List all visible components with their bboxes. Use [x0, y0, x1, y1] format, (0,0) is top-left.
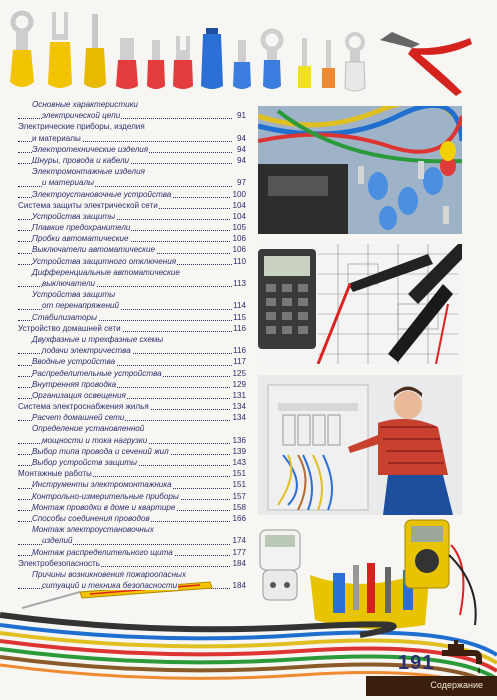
toc-entry-page: 117	[233, 357, 246, 367]
ring-terminal-icon	[10, 13, 34, 87]
toc-entry-page: 110	[233, 256, 246, 266]
toc-entry-title: Электрические приборы, изделия	[18, 122, 145, 132]
toc-entry-title: Вводные устройства	[32, 357, 116, 367]
toc-entry	[18, 222, 246, 233]
timer-socket-icon	[260, 530, 300, 600]
toc-entry	[18, 323, 246, 334]
toc-entry-page: 184	[232, 581, 246, 591]
terminals-and-pliers-illustration	[0, 0, 497, 100]
ferrule-orange-icon	[322, 40, 335, 88]
toc-entry-title: изделий	[42, 536, 73, 546]
pin-terminal-icon	[84, 14, 106, 88]
toc-entry-title: Причины возникновения пожароопасных	[32, 569, 187, 579]
toc-entry-title: Система защиты электрической сети	[18, 200, 158, 210]
table-of-contents	[18, 99, 246, 591]
toc-entry-title: Контрольно-измерительные приборы	[32, 491, 179, 501]
toc-entry	[18, 513, 246, 524]
toc-entry-page: 113	[233, 279, 246, 288]
toc-entry-page: 184	[232, 558, 246, 568]
toc-entry	[18, 121, 246, 132]
fork-terminal-icon	[48, 12, 72, 88]
toc-entry-title: Инструменты электромонтажника	[32, 480, 172, 490]
toc-entry-title: Монтаж распределительного щита	[32, 547, 173, 557]
toc-entry	[18, 356, 246, 367]
toc-entry-page: 94	[236, 144, 246, 154]
toc-entry	[18, 334, 246, 345]
toc-entry-page: 106	[232, 234, 246, 244]
toc-entry	[18, 267, 246, 278]
toc-entry	[18, 166, 246, 177]
toc-entry-title: Система электроснабжения жилья	[18, 402, 149, 412]
toc-entry-title: электрической цепи	[42, 111, 121, 121]
toc-entry-title: Монтажные работы	[18, 469, 92, 479]
toc-entry-page: 136	[232, 435, 246, 445]
toc-entry	[18, 569, 246, 580]
toc-entry-page: 100	[232, 189, 246, 199]
toc-entry-title: Выбор устройств защиты	[32, 458, 137, 467]
toc-entry-page: 97	[236, 178, 246, 188]
toc-entry-title: Выбор типа провода и сечений жил	[32, 446, 169, 456]
blue-connector-icon	[201, 28, 223, 89]
toc-entry	[18, 558, 246, 569]
toc-entry-title: Двухфазные и трехфазные схемы	[32, 334, 164, 344]
toc-entry	[18, 99, 246, 110]
toc-entry	[18, 502, 246, 513]
multimeter-probes-photo	[258, 244, 462, 364]
electrician-photo	[258, 375, 462, 515]
toc-entry	[18, 189, 246, 200]
toc-entry	[18, 423, 246, 434]
toc-entry-title: Распределительные устройства	[32, 368, 162, 378]
gray-ring-terminal-icon	[345, 34, 365, 91]
section-label: Содержание	[430, 680, 483, 690]
toc-entry-page: 91	[236, 111, 246, 121]
toc-entry	[18, 379, 246, 390]
toc-entry	[18, 401, 246, 412]
toc-entry-title: от перенапряжений	[42, 301, 120, 311]
toc-entry	[18, 177, 246, 188]
page-number: 191	[398, 652, 435, 674]
toc-entry-page: 151	[232, 469, 246, 479]
toc-entry-title: Устройство домашней сети	[18, 323, 121, 333]
toc-entry-page: 174	[232, 536, 246, 546]
toc-entry-page: 177	[232, 547, 246, 557]
toc-entry-page: 157	[232, 491, 246, 501]
toc-entry	[18, 144, 246, 155]
toc-entry	[18, 390, 246, 401]
toc-entry-title: Устройства защиты	[32, 211, 116, 221]
toc-entry	[18, 289, 246, 300]
toc-entry	[18, 312, 246, 323]
toc-entry-title: Электромонтажные изделия	[32, 167, 145, 177]
toc-entry-title: ситуаций и техника безопасности	[42, 581, 178, 591]
toc-entry-title: и материалы	[42, 178, 94, 188]
toc-entry-page: 116	[233, 346, 246, 356]
toc-entry	[18, 256, 246, 267]
toc-entry-page: 139	[232, 446, 246, 456]
ferrule-yellow-icon	[298, 38, 311, 88]
toc-entry-title: Стабилизаторы	[32, 312, 97, 322]
toc-entry-title: мощности и тока нагрузки	[42, 435, 148, 445]
faucet-icon	[438, 640, 488, 680]
toc-entry	[18, 457, 246, 468]
toc-entry	[18, 524, 246, 535]
toc-entry-page: 125	[232, 368, 246, 378]
toc-entry-page: 104	[232, 200, 246, 210]
toc-entry-title: Определение установленной	[32, 424, 145, 434]
toc-entry-page: 105	[232, 223, 246, 233]
toc-entry-page: 115	[233, 312, 246, 322]
toc-entry-title: Шнуры, провода и кабели	[32, 155, 130, 165]
toc-entry-page: 114	[233, 301, 246, 311]
toc-entry-title: Основные характеристики	[32, 100, 138, 109]
toc-entry-page: 131	[232, 390, 246, 400]
toc-entry	[18, 345, 246, 356]
toc-entry-title: Плавкие предохранители	[32, 223, 131, 233]
fork-terminal-red-icon	[173, 36, 193, 89]
toc-entry-page: 94	[236, 133, 246, 143]
toc-entry-page: 166	[232, 513, 246, 523]
toc-entry	[18, 133, 246, 144]
toc-entry-title: Расчет домашней сети	[32, 413, 125, 423]
toc-entry-page: 158	[232, 502, 246, 512]
toc-entry-page: 106	[232, 245, 246, 255]
toc-entry-title: подачи электричества	[42, 346, 131, 356]
toc-entry-title: и материалы	[32, 133, 81, 143]
toc-entry-title: Монтаж электроустановочных	[32, 525, 154, 535]
toc-entry-page: 94	[236, 155, 246, 165]
toc-entry	[18, 278, 246, 289]
blue-terminal-icon	[233, 40, 251, 89]
wires-connectors-photo	[258, 106, 462, 234]
toc-entry	[18, 446, 246, 457]
toc-entry-page: 104	[232, 211, 246, 221]
toc-entry-title: Устройства защиты	[32, 290, 116, 300]
toc-entry	[18, 535, 246, 546]
toc-entry-title: Способы соединения проводов	[32, 513, 150, 523]
toc-entry-title: Внутренняя проводка	[32, 379, 117, 389]
toc-entry-page: 143	[232, 458, 246, 467]
toc-entry-title: Выключатели автоматические	[32, 245, 155, 255]
toc-entry-page: 129	[232, 379, 246, 389]
toc-entry	[18, 479, 246, 490]
toc-entry	[18, 233, 246, 244]
blue-ring-terminal-icon	[263, 31, 281, 89]
toc-entry-title: выключатели	[42, 279, 96, 288]
toc-entry	[18, 368, 246, 379]
toc-entry-title: Организация освещения	[32, 390, 126, 400]
toc-entry-title: Пробки автоматические	[32, 234, 129, 244]
toc-entry-title: Монтаж проводки в доме и квартире	[32, 502, 176, 512]
toc-entry	[18, 244, 246, 255]
toc-entry	[18, 491, 246, 502]
toc-entry-page: 134	[232, 413, 246, 423]
toc-entry	[18, 200, 246, 211]
toc-entry-title: Устройства защитного отключения	[32, 256, 177, 266]
toc-entry-title: Электроустановочные устройства	[32, 189, 172, 199]
pin-terminal-red-icon	[147, 40, 165, 89]
toc-entry-page: 134	[232, 402, 246, 412]
toc-entry-page: 116	[233, 323, 246, 333]
toc-entry	[18, 412, 246, 423]
blade-terminal-icon	[116, 38, 138, 89]
toc-entry-page: 151	[232, 480, 246, 490]
toc-entry-title: Электробезопасность	[18, 558, 100, 568]
toc-entry	[18, 155, 246, 166]
toc-entry	[18, 468, 246, 479]
toc-entry	[18, 110, 246, 121]
toc-entry-title: Дифференциальные автоматические	[32, 267, 180, 277]
toc-entry-title: Электротехнические изделия	[32, 144, 149, 154]
toc-entry	[18, 435, 246, 446]
toc-entry	[18, 211, 246, 222]
toc-entry	[18, 300, 246, 311]
pliers-icon	[380, 32, 472, 96]
toc-entry	[18, 547, 246, 558]
